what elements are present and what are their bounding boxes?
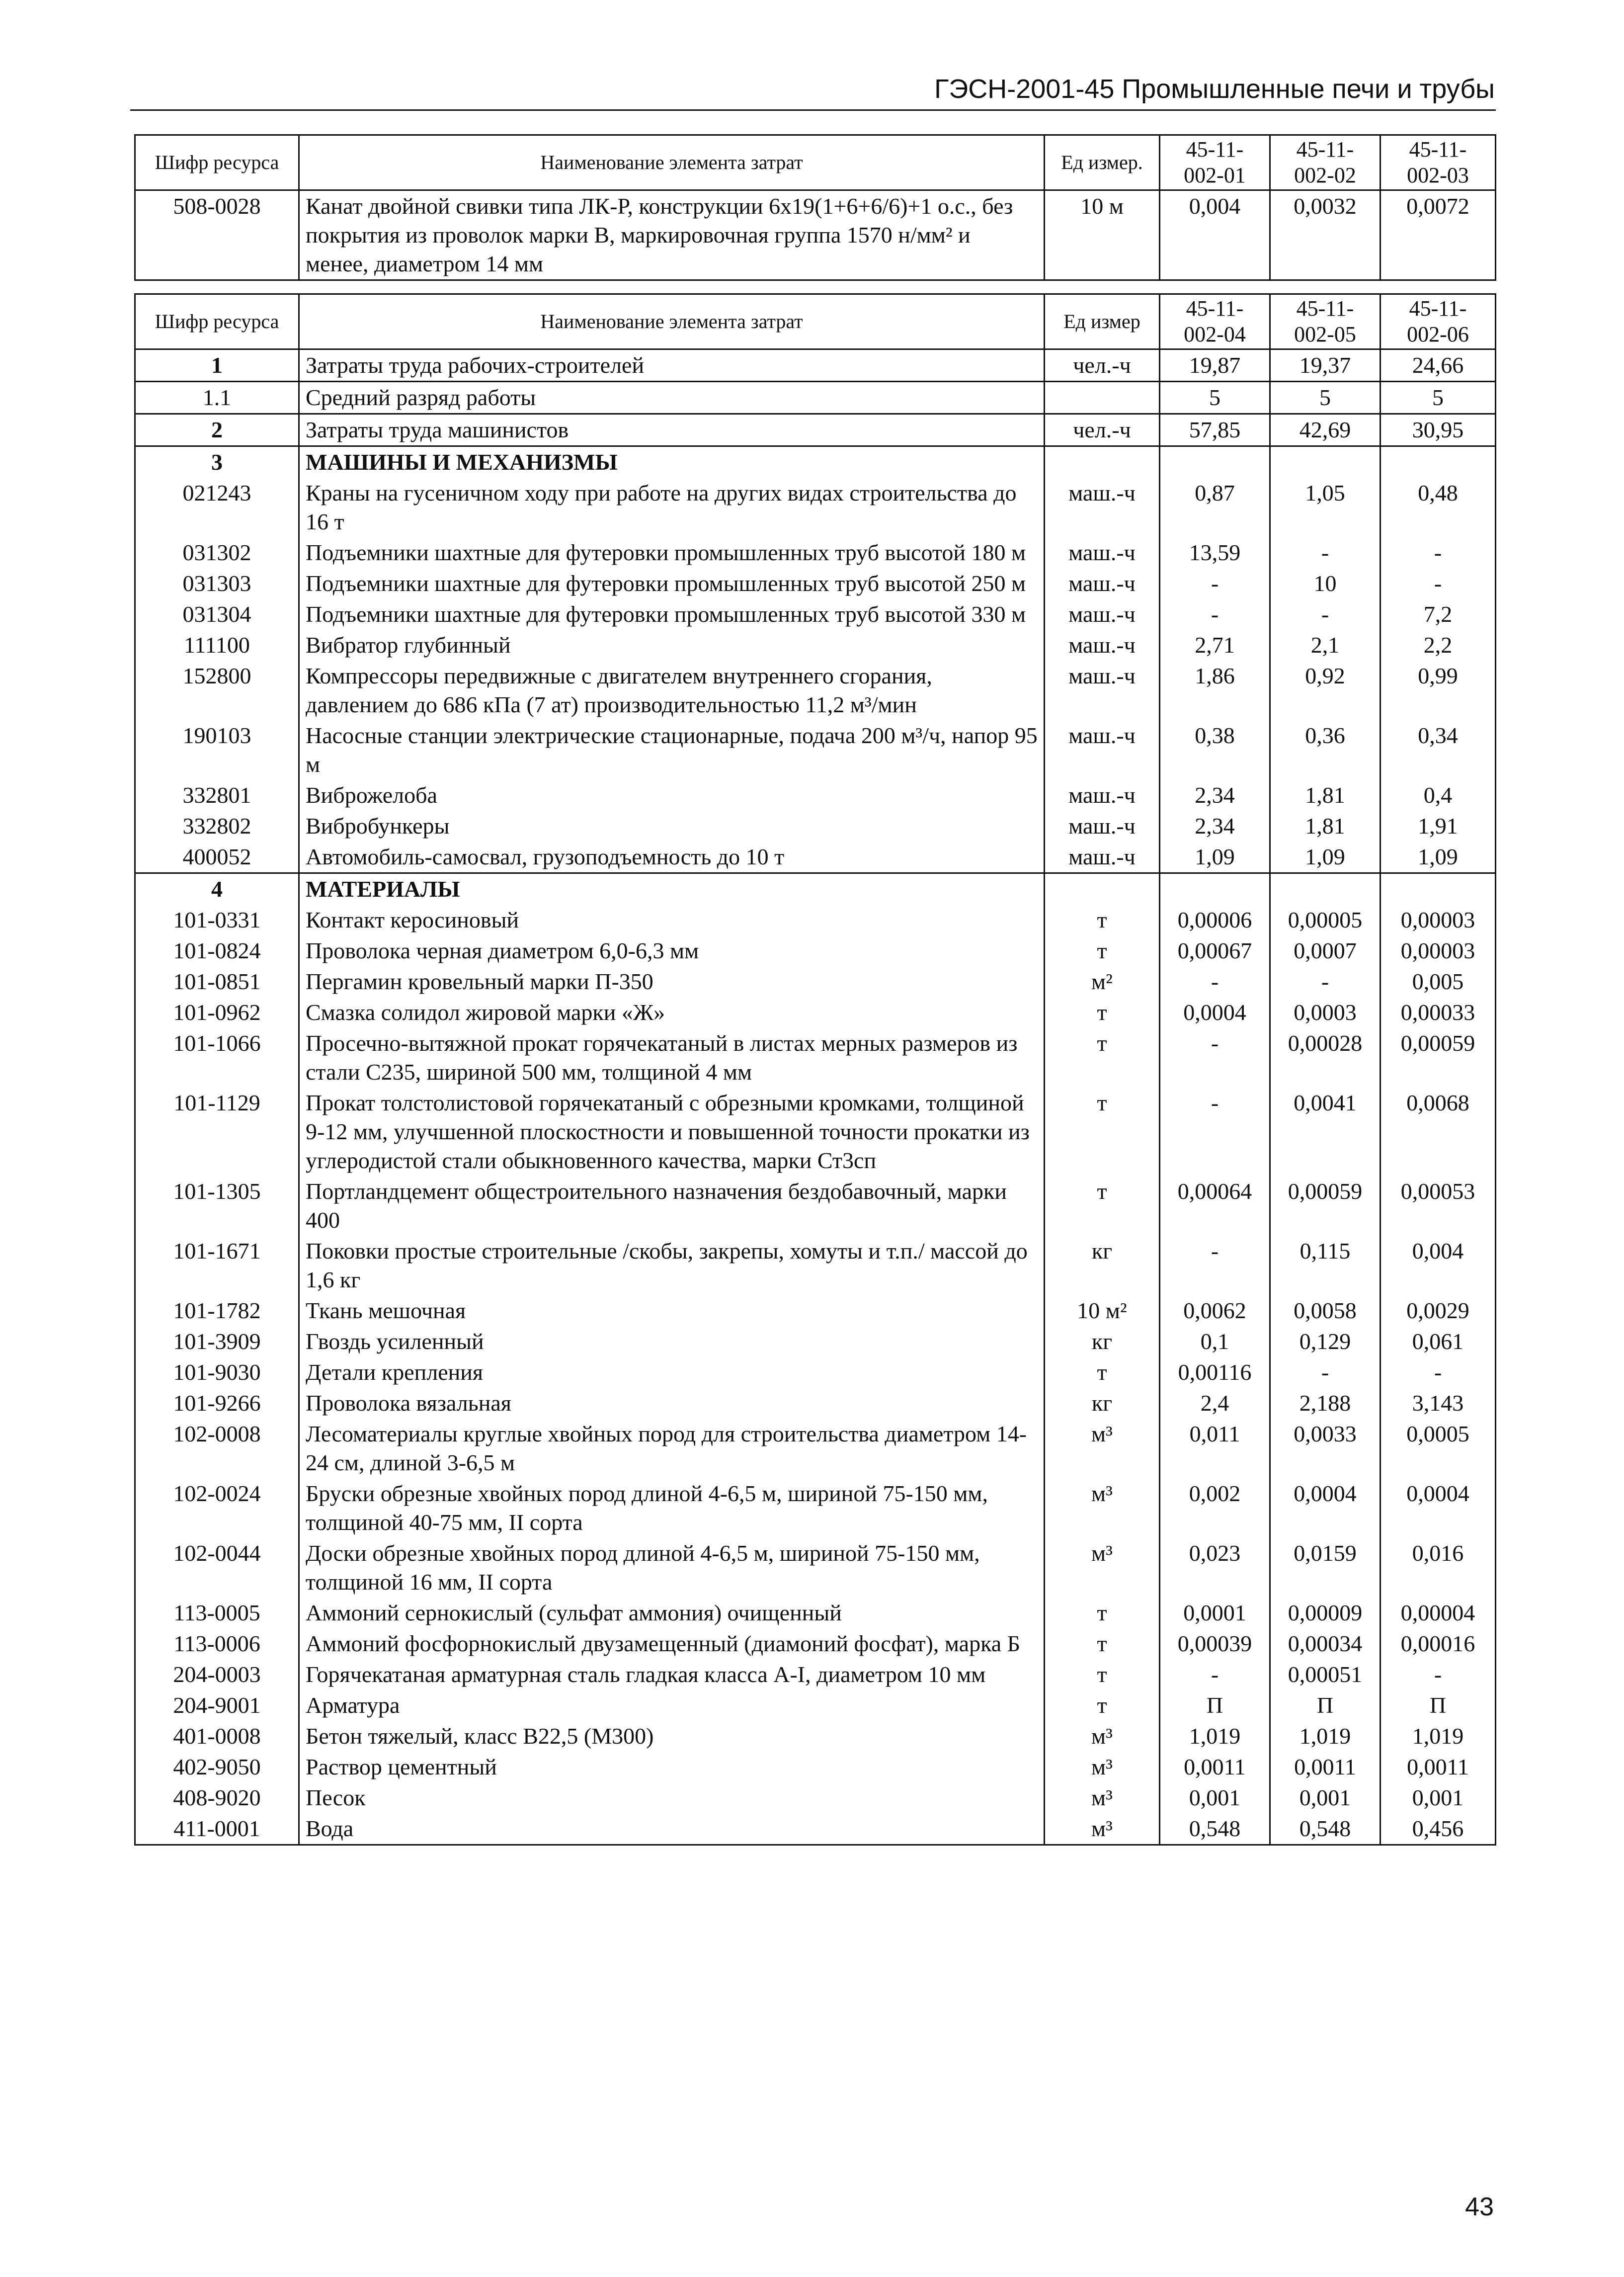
resource-name-cell: Доски обрезные хвойных пород длиной 4-6,5 м, шириной 75-150 мм, толщиной 16 мм, II сорта — [299, 1538, 1045, 1598]
norm-value-1-cell: 5 — [1160, 382, 1270, 414]
norm-value-1-cell: 2,34 — [1160, 780, 1270, 811]
column-header-norm-3: 45-11- 002-03 — [1380, 135, 1496, 190]
resource-name-cell: Канат двойной свивки типа ЛК-Р, конструкции 6х19(1+6+6/6)+1 о.с., без покрытия из проволок марки В, маркировочная группа 1570 н/мм² и менее, диаметром 14 мм — [299, 190, 1045, 280]
resource-code-cell: 101-0331 — [135, 905, 299, 935]
table-row — [135, 1478, 1496, 1538]
norm-value-3-cell: 0,00033 — [1380, 997, 1496, 1028]
resource-name-cell: Арматура — [299, 1690, 1045, 1721]
norm-value-2-cell: 0,0011 — [1270, 1752, 1380, 1782]
table-row — [135, 720, 1496, 780]
column-header-norm-6: 45-11- 002-06 — [1380, 294, 1496, 349]
unit-cell: маш.-ч — [1045, 842, 1160, 873]
norm-value-1-cell: - — [1160, 1236, 1270, 1295]
norm-value-3-cell: 0,00003 — [1380, 905, 1496, 935]
norm-value-3-cell: 0,00053 — [1380, 1176, 1496, 1236]
table-row — [135, 1295, 1496, 1326]
norm-value-1-cell: 0,002 — [1160, 1478, 1270, 1538]
resource-code-cell: 508-0028 — [135, 190, 299, 280]
resource-name-cell: Прокат толстолистовой горячекатаный с обрезными кромками, толщиной 9-12 мм, улучшенной плоскостности и повышенной точности прокатки из углеродистой стали обыкновенного качества, марки Ст3сп — [299, 1088, 1045, 1176]
norm-value-3-cell — [1380, 873, 1496, 905]
table-header-row — [135, 294, 1496, 349]
resource-name-cell: Вода — [299, 1813, 1045, 1845]
resource-name-cell: Краны на гусеничном ходу при работе на других видах строительства до 16 т — [299, 478, 1045, 537]
resource-name-cell: Пергамин кровельный марки П-350 — [299, 966, 1045, 997]
resource-name-cell: Затраты труда рабочих-строителей — [299, 349, 1045, 382]
unit-cell: т — [1045, 1659, 1160, 1690]
norm-value-2-cell: 19,37 — [1270, 349, 1380, 382]
unit-cell: т — [1045, 1088, 1160, 1176]
resource-code-cell: 408-9020 — [135, 1782, 299, 1813]
resource-code-cell: 3 — [135, 446, 299, 478]
column-header-norm-4: 45-11- 002-04 — [1160, 294, 1270, 349]
resource-code-cell: 101-1671 — [135, 1236, 299, 1295]
resource-code-cell: 101-1066 — [135, 1028, 299, 1088]
norm-value-1-cell: 0,548 — [1160, 1813, 1270, 1845]
column-header-norm-2: 45-11- 002-02 — [1270, 135, 1380, 190]
norm-value-3-cell: 1,09 — [1380, 842, 1496, 873]
table-row — [135, 1782, 1496, 1813]
resource-name-cell: Лесоматериалы круглые хвойных пород для строительства диаметром 14-24 см, длиной 3-6,5 м — [299, 1419, 1045, 1478]
norm-value-3-cell: 0,00059 — [1380, 1028, 1496, 1088]
unit-cell: т — [1045, 1690, 1160, 1721]
resource-code-cell: 113-0005 — [135, 1598, 299, 1628]
norm-value-2-cell: 0,00034 — [1270, 1628, 1380, 1659]
header-rule — [130, 109, 1496, 111]
norm-value-1-cell: 0,87 — [1160, 478, 1270, 537]
resource-code-cell: 204-9001 — [135, 1690, 299, 1721]
unit-cell: 10 м — [1045, 190, 1160, 280]
resource-name-cell: Просечно-вытяжной прокат горячекатаный в листах мерных размеров из стали С235, шириной 500 мм, толщиной 4 мм — [299, 1028, 1045, 1088]
norm-value-1-cell: 19,87 — [1160, 349, 1270, 382]
norm-value-3-cell: 0,00003 — [1380, 935, 1496, 966]
table-row — [135, 1088, 1496, 1176]
table-header-row — [135, 135, 1496, 190]
norm-value-3-cell: 0,061 — [1380, 1326, 1496, 1357]
norm-value-1-cell: 0,0001 — [1160, 1598, 1270, 1628]
unit-cell — [1045, 873, 1160, 905]
resource-code-cell: 101-3909 — [135, 1326, 299, 1357]
unit-cell — [1045, 446, 1160, 478]
resource-code-cell: 1 — [135, 349, 299, 382]
table-row — [135, 873, 1496, 905]
unit-cell: маш.-ч — [1045, 630, 1160, 661]
page-number: 43 — [1465, 2193, 1494, 2221]
unit-cell — [1045, 382, 1160, 414]
resource-code-cell: 400052 — [135, 842, 299, 873]
resource-name-cell: Насосные станции электрические стационарные, подача 200 м³/ч, напор 95 м — [299, 720, 1045, 780]
table-row — [135, 1357, 1496, 1388]
norm-value-2-cell: 0,00009 — [1270, 1598, 1380, 1628]
norm-value-3-cell: - — [1380, 537, 1496, 568]
resource-code-cell: 101-0851 — [135, 966, 299, 997]
norm-value-2-cell: - — [1270, 599, 1380, 630]
resource-code-cell: 101-0962 — [135, 997, 299, 1028]
resource-code-cell: 402-9050 — [135, 1752, 299, 1782]
norm-value-1-cell: 2,34 — [1160, 811, 1270, 842]
table-row — [135, 661, 1496, 720]
unit-cell: м³ — [1045, 1782, 1160, 1813]
unit-cell: кг — [1045, 1388, 1160, 1419]
table-row — [135, 1388, 1496, 1419]
norm-value-1-cell: 0,0011 — [1160, 1752, 1270, 1782]
norm-value-3-cell: 3,143 — [1380, 1388, 1496, 1419]
resource-name-cell: Проволока черная диаметром 6,0-6,3 мм — [299, 935, 1045, 966]
resource-name-cell: Автомобиль-самосвал, грузоподъемность до 10 т — [299, 842, 1045, 873]
table-row — [135, 599, 1496, 630]
table-row — [135, 997, 1496, 1028]
norm-value-1-cell: 1,86 — [1160, 661, 1270, 720]
norm-value-1-cell — [1160, 446, 1270, 478]
norm-value-1-cell: П — [1160, 1690, 1270, 1721]
norm-value-2-cell — [1270, 873, 1380, 905]
norm-value-3-cell: 5 — [1380, 382, 1496, 414]
table-row — [135, 966, 1496, 997]
norm-value-3-cell: 0,0005 — [1380, 1419, 1496, 1478]
norm-value-2-cell: П — [1270, 1690, 1380, 1721]
norm-value-2-cell: 0,0003 — [1270, 997, 1380, 1028]
unit-cell: м³ — [1045, 1813, 1160, 1845]
table-row — [135, 811, 1496, 842]
table-row — [135, 1028, 1496, 1088]
norm-value-3-cell: - — [1380, 568, 1496, 599]
resource-code-cell: 101-9266 — [135, 1388, 299, 1419]
norm-value-3-cell: - — [1380, 1357, 1496, 1388]
resource-name-cell: Раствор цементный — [299, 1752, 1045, 1782]
norm-value-3-cell: 1,91 — [1380, 811, 1496, 842]
resource-name-cell: Виброжелоба — [299, 780, 1045, 811]
unit-cell: м² — [1045, 966, 1160, 997]
norm-value-2-cell: 0,00051 — [1270, 1659, 1380, 1690]
unit-cell: кг — [1045, 1326, 1160, 1357]
resource-code-cell: 021243 — [135, 478, 299, 537]
resource-code-cell: 101-1129 — [135, 1088, 299, 1176]
resource-code-cell: 113-0006 — [135, 1628, 299, 1659]
resource-code-cell: 204-0003 — [135, 1659, 299, 1690]
resource-name-cell: Вибробункеры — [299, 811, 1045, 842]
norm-value-1-cell: 1,019 — [1160, 1721, 1270, 1752]
unit-cell: м³ — [1045, 1419, 1160, 1478]
norm-value-1-cell: 1,09 — [1160, 842, 1270, 873]
unit-cell: маш.-ч — [1045, 720, 1160, 780]
norm-value-3-cell: 0,00016 — [1380, 1628, 1496, 1659]
norm-value-1-cell: 57,85 — [1160, 414, 1270, 446]
norm-value-2-cell: 0,0007 — [1270, 935, 1380, 966]
unit-cell: маш.-ч — [1045, 780, 1160, 811]
norm-value-3-cell: 0,0068 — [1380, 1088, 1496, 1176]
table-row — [135, 1236, 1496, 1295]
column-header-code: Шифр ресурса — [135, 294, 299, 349]
norm-value-2-cell — [1270, 446, 1380, 478]
resource-code-cell: 101-0824 — [135, 935, 299, 966]
norm-value-3-cell: 7,2 — [1380, 599, 1496, 630]
unit-cell: чел.-ч — [1045, 414, 1160, 446]
table-row — [135, 190, 1496, 280]
table-row — [135, 1419, 1496, 1478]
table-row — [135, 446, 1496, 478]
norm-value-1-cell: 0,023 — [1160, 1538, 1270, 1598]
resource-name-cell: МАТЕРИАЛЫ — [299, 873, 1045, 905]
norm-value-2-cell: 0,0058 — [1270, 1295, 1380, 1326]
column-header-name: Наименование элемента затрат — [299, 135, 1045, 190]
table-row — [135, 382, 1496, 414]
column-header-code: Шифр ресурса — [135, 135, 299, 190]
table-row — [135, 1176, 1496, 1236]
norm-value-3-cell: 0,0011 — [1380, 1752, 1496, 1782]
norm-value-2-cell: 10 — [1270, 568, 1380, 599]
norm-value-3-cell: 0,0072 — [1380, 190, 1496, 280]
table-row — [135, 414, 1496, 446]
resource-name-cell: Бруски обрезные хвойных пород длиной 4-6,5 м, шириной 75-150 мм, толщиной 40-75 мм, II сорта — [299, 1478, 1045, 1538]
resource-name-cell: Подъемники шахтные для футеровки промышленных труб высотой 330 м — [299, 599, 1045, 630]
resource-name-cell: Подъемники шахтные для футеровки промышленных труб высотой 180 м — [299, 537, 1045, 568]
resources-table-2 — [134, 293, 1496, 1846]
norm-value-1-cell: - — [1160, 966, 1270, 997]
resource-name-cell: Проволока вязальная — [299, 1388, 1045, 1419]
norm-value-3-cell: 1,019 — [1380, 1721, 1496, 1752]
unit-cell: т — [1045, 905, 1160, 935]
resource-name-cell: Поковки простые строительные /скобы, закрепы, хомуты и т.п./ массой до 1,6 кг — [299, 1236, 1045, 1295]
table-row — [135, 349, 1496, 382]
norm-value-2-cell: 0,0041 — [1270, 1088, 1380, 1176]
norm-value-2-cell: 0,00028 — [1270, 1028, 1380, 1088]
unit-cell: м³ — [1045, 1721, 1160, 1752]
norm-value-3-cell: 0,456 — [1380, 1813, 1496, 1845]
column-header-unit: Ед измер. — [1045, 135, 1160, 190]
norm-value-2-cell: 0,0033 — [1270, 1419, 1380, 1478]
norm-value-1-cell: 0,004 — [1160, 190, 1270, 280]
norm-value-2-cell: - — [1270, 537, 1380, 568]
resource-name-cell: МАШИНЫ И МЕХАНИЗМЫ — [299, 446, 1045, 478]
norm-value-1-cell: 0,011 — [1160, 1419, 1270, 1478]
unit-cell: м³ — [1045, 1752, 1160, 1782]
resource-name-cell: Подъемники шахтные для футеровки промышленных труб высотой 250 м — [299, 568, 1045, 599]
norm-value-3-cell: 0,48 — [1380, 478, 1496, 537]
norm-value-3-cell: П — [1380, 1690, 1496, 1721]
norm-value-2-cell: 1,019 — [1270, 1721, 1380, 1752]
unit-cell: маш.-ч — [1045, 661, 1160, 720]
unit-cell: маш.-ч — [1045, 599, 1160, 630]
resource-name-cell: Смазка солидол жировой марки «Ж» — [299, 997, 1045, 1028]
resource-name-cell: Портландцемент общестроительного назначения бездобавочный, марки 400 — [299, 1176, 1045, 1236]
unit-cell: маш.-ч — [1045, 811, 1160, 842]
norm-value-2-cell: 0,548 — [1270, 1813, 1380, 1845]
table-row — [135, 780, 1496, 811]
norm-value-2-cell: 0,001 — [1270, 1782, 1380, 1813]
table-2-body — [135, 349, 1496, 1845]
resource-name-cell: Детали крепления — [299, 1357, 1045, 1388]
norm-value-2-cell: 0,115 — [1270, 1236, 1380, 1295]
resource-name-cell: Бетон тяжелый, класс В22,5 (М300) — [299, 1721, 1045, 1752]
resource-name-cell: Аммоний фосфорнокислый двузамещенный (диамоний фосфат), марка Б — [299, 1628, 1045, 1659]
norm-value-1-cell: - — [1160, 568, 1270, 599]
resource-code-cell: 1.1 — [135, 382, 299, 414]
table-row — [135, 478, 1496, 537]
norm-value-2-cell: 0,36 — [1270, 720, 1380, 780]
table-row — [135, 537, 1496, 568]
unit-cell: чел.-ч — [1045, 349, 1160, 382]
unit-cell: т — [1045, 1598, 1160, 1628]
resource-name-cell: Гвоздь усиленный — [299, 1326, 1045, 1357]
resource-code-cell: 190103 — [135, 720, 299, 780]
norm-value-1-cell: 0,00116 — [1160, 1357, 1270, 1388]
unit-cell: кг — [1045, 1236, 1160, 1295]
resource-name-cell: Аммоний сернокислый (сульфат аммония) очищенный — [299, 1598, 1045, 1628]
norm-value-1-cell: - — [1160, 1659, 1270, 1690]
table-row — [135, 1598, 1496, 1628]
norm-value-1-cell: - — [1160, 1028, 1270, 1088]
norm-value-2-cell: 1,81 — [1270, 811, 1380, 842]
norm-value-2-cell: 0,0004 — [1270, 1478, 1380, 1538]
norm-value-1-cell: 0,0062 — [1160, 1295, 1270, 1326]
norm-value-1-cell: 0,00067 — [1160, 935, 1270, 966]
unit-cell: т — [1045, 1028, 1160, 1088]
norm-value-3-cell: 2,2 — [1380, 630, 1496, 661]
norm-value-2-cell: 0,00005 — [1270, 905, 1380, 935]
unit-cell: т — [1045, 997, 1160, 1028]
norm-value-1-cell: 0,38 — [1160, 720, 1270, 780]
resource-code-cell: 102-0044 — [135, 1538, 299, 1598]
norm-value-2-cell: 2,1 — [1270, 630, 1380, 661]
table-1-body — [135, 190, 1496, 280]
norm-value-1-cell: 0,00064 — [1160, 1176, 1270, 1236]
column-header-unit: Ед измер — [1045, 294, 1160, 349]
unit-cell: м³ — [1045, 1538, 1160, 1598]
norm-value-1-cell: 0,001 — [1160, 1782, 1270, 1813]
norm-value-1-cell: - — [1160, 1088, 1270, 1176]
norm-value-1-cell: 2,71 — [1160, 630, 1270, 661]
resource-code-cell: 4 — [135, 873, 299, 905]
norm-value-1-cell: 2,4 — [1160, 1388, 1270, 1419]
unit-cell: м³ — [1045, 1478, 1160, 1538]
resource-code-cell: 411-0001 — [135, 1813, 299, 1845]
norm-value-2-cell: - — [1270, 1357, 1380, 1388]
norm-value-3-cell: 0,0004 — [1380, 1478, 1496, 1538]
norm-value-3-cell: 0,34 — [1380, 720, 1496, 780]
norm-value-1-cell: 0,1 — [1160, 1326, 1270, 1357]
resource-code-cell: 332801 — [135, 780, 299, 811]
norm-value-3-cell: 0,99 — [1380, 661, 1496, 720]
table-row — [135, 1659, 1496, 1690]
resource-code-cell: 152800 — [135, 661, 299, 720]
norm-value-2-cell: 0,129 — [1270, 1326, 1380, 1357]
resource-code-cell: 031303 — [135, 568, 299, 599]
unit-cell: т — [1045, 1628, 1160, 1659]
column-header-name: Наименование элемента затрат — [299, 294, 1045, 349]
norm-value-2-cell: - — [1270, 966, 1380, 997]
norm-value-2-cell: 5 — [1270, 382, 1380, 414]
table-row — [135, 935, 1496, 966]
table-row — [135, 1326, 1496, 1357]
norm-value-1-cell — [1160, 873, 1270, 905]
norm-value-2-cell: 1,09 — [1270, 842, 1380, 873]
norm-value-3-cell: 30,95 — [1380, 414, 1496, 446]
norm-value-3-cell: 0,4 — [1380, 780, 1496, 811]
resource-code-cell: 031302 — [135, 537, 299, 568]
unit-cell: 10 м² — [1045, 1295, 1160, 1326]
norm-value-3-cell: 0,0029 — [1380, 1295, 1496, 1326]
norm-value-1-cell: - — [1160, 599, 1270, 630]
resource-code-cell: 332802 — [135, 811, 299, 842]
resource-code-cell: 401-0008 — [135, 1721, 299, 1752]
resource-name-cell: Песок — [299, 1782, 1045, 1813]
resource-name-cell: Компрессоры передвижные с двигателем внутреннего сгорания, давлением до 686 кПа (7 ат) производительностью 11,2 м³/мин — [299, 661, 1045, 720]
resource-name-cell: Вибратор глубинный — [299, 630, 1045, 661]
resource-code-cell: 031304 — [135, 599, 299, 630]
resource-name-cell: Контакт керосиновый — [299, 905, 1045, 935]
norm-value-3-cell: 0,016 — [1380, 1538, 1496, 1598]
resource-name-cell: Средний разряд работы — [299, 382, 1045, 414]
norm-value-1-cell: 0,00006 — [1160, 905, 1270, 935]
norm-value-3-cell: 0,004 — [1380, 1236, 1496, 1295]
column-header-norm-5: 45-11- 002-05 — [1270, 294, 1380, 349]
table-row — [135, 568, 1496, 599]
norm-value-3-cell: 0,005 — [1380, 966, 1496, 997]
table-row — [135, 630, 1496, 661]
unit-cell: т — [1045, 1176, 1160, 1236]
norm-value-2-cell: 2,188 — [1270, 1388, 1380, 1419]
table-row — [135, 1721, 1496, 1752]
norm-value-3-cell: 24,66 — [1380, 349, 1496, 382]
norm-value-3-cell: 0,00004 — [1380, 1598, 1496, 1628]
table-row — [135, 1538, 1496, 1598]
resource-code-cell: 102-0024 — [135, 1478, 299, 1538]
resource-code-cell: 101-9030 — [135, 1357, 299, 1388]
resource-code-cell: 111100 — [135, 630, 299, 661]
norm-value-2-cell: 1,81 — [1270, 780, 1380, 811]
table-row — [135, 1690, 1496, 1721]
norm-value-2-cell: 1,05 — [1270, 478, 1380, 537]
resource-code-cell: 101-1782 — [135, 1295, 299, 1326]
table-row — [135, 1752, 1496, 1782]
table-row — [135, 1628, 1496, 1659]
norm-value-2-cell: 0,00059 — [1270, 1176, 1380, 1236]
resource-code-cell: 2 — [135, 414, 299, 446]
table-row — [135, 842, 1496, 873]
norm-value-1-cell: 0,00039 — [1160, 1628, 1270, 1659]
unit-cell: маш.-ч — [1045, 568, 1160, 599]
norm-value-1-cell: 13,59 — [1160, 537, 1270, 568]
unit-cell: т — [1045, 935, 1160, 966]
resource-name-cell: Ткань мешочная — [299, 1295, 1045, 1326]
column-header-norm-1: 45-11- 002-01 — [1160, 135, 1270, 190]
document-header-title: ГЭСН-2001-45 Промышленные печи и трубы — [934, 74, 1495, 104]
norm-value-2-cell: 0,0159 — [1270, 1538, 1380, 1598]
norm-value-1-cell: 0,0004 — [1160, 997, 1270, 1028]
table-row — [135, 1813, 1496, 1845]
norm-value-2-cell: 0,0032 — [1270, 190, 1380, 280]
norm-value-3-cell — [1380, 446, 1496, 478]
norm-value-2-cell: 0,92 — [1270, 661, 1380, 720]
resources-table-1 — [134, 134, 1496, 281]
unit-cell: маш.-ч — [1045, 478, 1160, 537]
unit-cell: т — [1045, 1357, 1160, 1388]
resource-name-cell: Затраты труда машинистов — [299, 414, 1045, 446]
resource-code-cell: 101-1305 — [135, 1176, 299, 1236]
norm-value-2-cell: 42,69 — [1270, 414, 1380, 446]
norm-value-3-cell: 0,001 — [1380, 1782, 1496, 1813]
norm-value-3-cell: - — [1380, 1659, 1496, 1690]
unit-cell: маш.-ч — [1045, 537, 1160, 568]
resource-name-cell: Горячекатаная арматурная сталь гладкая класса А-I, диаметром 10 мм — [299, 1659, 1045, 1690]
resource-code-cell: 102-0008 — [135, 1419, 299, 1478]
table-row — [135, 905, 1496, 935]
